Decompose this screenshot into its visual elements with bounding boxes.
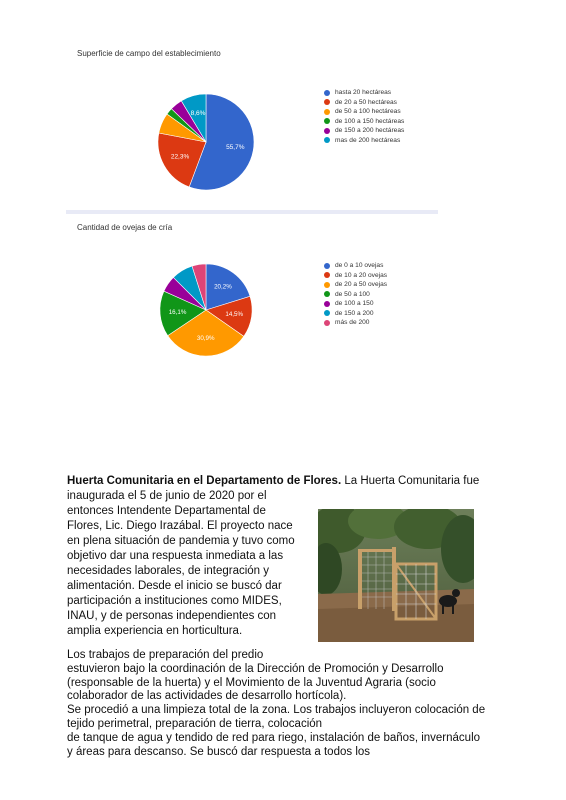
article-text: La Huerta Comunitaria fue	[341, 475, 480, 487]
legend-label: hasta 20 hectáreas	[335, 89, 392, 97]
article-line: (responsable de la huerta) y el Movimiento de la Juventud Agraria (socio	[67, 676, 436, 689]
legend-swatch	[324, 291, 330, 297]
pie-slice-label: 55,7%	[226, 144, 245, 152]
legend-swatch	[324, 90, 330, 96]
legend-swatch	[324, 99, 330, 105]
legend-label: de 150 a 200 hectáreas	[335, 127, 405, 135]
legend-item	[324, 318, 387, 328]
legend-item	[324, 136, 404, 146]
legend-item	[324, 290, 387, 300]
pie-slice-label: 20,2%	[214, 283, 232, 291]
article-line: Se procedió a una limpieza total de la zona. Los trabajos incluyeron colocación de	[67, 704, 486, 717]
pie-slice-label: 16,1%	[168, 309, 187, 317]
article-line: necesidades laborales, de integración y	[67, 565, 270, 577]
legend-item	[324, 309, 387, 319]
garden-photo	[318, 509, 474, 642]
legend-label: de 50 a 100	[335, 290, 370, 298]
legend-item	[324, 299, 387, 309]
chart-card-superficie	[66, 40, 438, 216]
article-line: INAU, y de personas independientes con	[67, 610, 277, 622]
legend-item	[324, 280, 387, 290]
article-line: entonces Intendente Departamental de	[67, 505, 266, 517]
garden-photo-image	[318, 509, 474, 642]
legend-label: más de 200	[335, 319, 370, 327]
article-paragraph-2	[67, 649, 547, 759]
chart-card-ovejas	[66, 214, 438, 364]
legend-swatch	[324, 301, 330, 307]
article-heading: Huerta Comunitaria en el Departamento de Flores.	[67, 475, 342, 487]
article-line: tejido perimetral, preparación de tierra, colocación	[67, 717, 323, 730]
article-line: objetivo dar una respuesta inmediata a las	[67, 550, 284, 562]
pie-chart-superficie	[156, 92, 256, 192]
article-line: alimentación. Desde el inicio se buscó dar	[67, 580, 282, 592]
legend-label: de 10 a 20 ovejas	[335, 271, 388, 279]
legend-swatch	[324, 128, 330, 134]
legend-item	[324, 271, 387, 281]
chart-legend	[324, 88, 404, 145]
legend-label: de 20 a 50 hectáreas	[335, 98, 397, 106]
article-line: colaborador de las actividades de desarrollo hortícola).	[67, 690, 347, 703]
article-line: Flores, Lic. Diego Irazábal. El proyecto nace	[67, 520, 293, 532]
legend-label: mas de 200 hectáreas	[335, 136, 401, 144]
legend-swatch	[324, 310, 330, 316]
pie-chart-ovejas	[158, 262, 254, 358]
pie-slice-label: 14,5%	[225, 311, 244, 319]
legend-swatch	[324, 109, 330, 115]
chart-title: Cantidad de ovejas de cría	[77, 223, 173, 232]
pie-slice-label: 30,9%	[196, 335, 215, 343]
article-line: inaugurada el 5 de junio de 2020 por el	[67, 490, 267, 502]
legend-swatch	[324, 137, 330, 143]
pie-slice-label: 22,3%	[170, 153, 190, 161]
article-first-line	[67, 474, 487, 489]
legend-swatch	[324, 272, 330, 278]
legend-item	[324, 261, 387, 271]
chart-title: Superficie de campo del establecimiento	[77, 49, 221, 58]
article-line: en plena situación de pandemia y tuvo como	[67, 535, 295, 547]
legend-item	[324, 107, 404, 117]
chart-legend	[324, 261, 387, 328]
legend-swatch	[324, 282, 330, 288]
article-line: y áreas para descanso. Se buscó dar respuesta a todos los	[67, 745, 371, 758]
legend-item	[324, 88, 404, 98]
article-line: estuvieron bajo la coordinación de la Dirección de Promoción y Desarrollo	[67, 662, 444, 675]
article-line: Los trabajos de preparación del predio	[67, 649, 264, 661]
legend-label: de 50 a 100 hectáreas	[335, 108, 401, 116]
legend-label: de 150 a 200	[335, 309, 374, 317]
legend-item	[324, 126, 404, 136]
legend-label: de 100 a 150 hectáreas	[335, 117, 405, 125]
legend-swatch	[324, 320, 330, 326]
article-line: de tanque de agua y tendido de red para riego, instalación de baños, invernáculo	[67, 731, 481, 744]
article-line: amplia experiencia en horticultura.	[67, 625, 243, 637]
article-line: participación a instituciones como MIDES,	[67, 595, 282, 607]
legend-swatch	[324, 263, 330, 269]
pie-slice-label: 8,6%	[190, 110, 206, 118]
legend-item	[324, 98, 404, 108]
legend-label: de 0 a 10 ovejas	[335, 262, 384, 270]
legend-swatch	[324, 118, 330, 124]
legend-label: de 20 a 50 ovejas	[335, 281, 388, 289]
legend-label: de 100 a 150	[335, 300, 374, 308]
legend-item	[324, 117, 404, 127]
